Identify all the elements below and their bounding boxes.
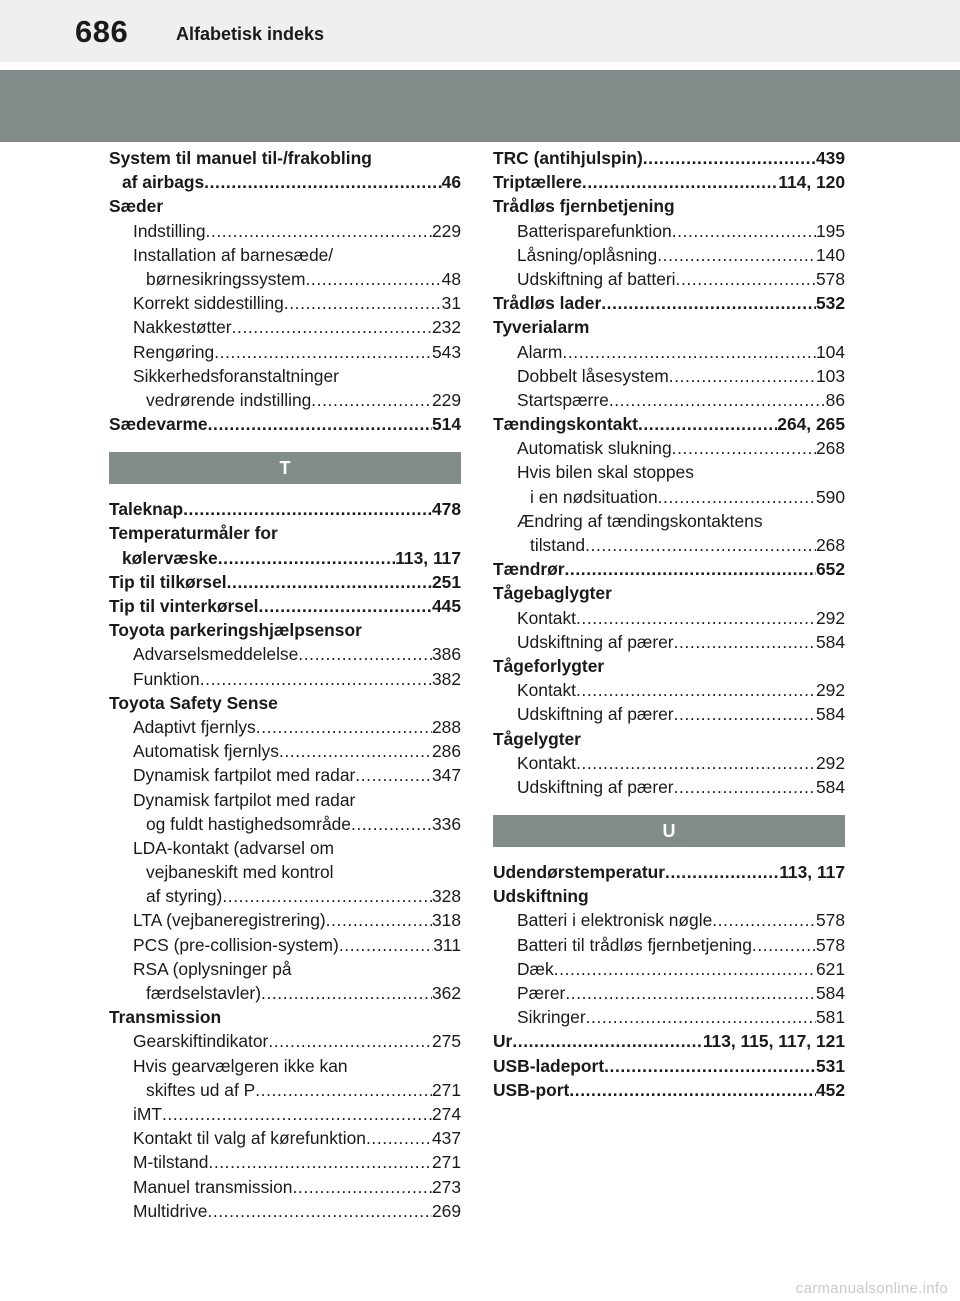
entry-term: Taleknap — [109, 499, 184, 520]
index-entry — [109, 194, 461, 218]
entry-term: Tyverialarm — [493, 317, 590, 338]
index-subentry — [109, 1175, 461, 1199]
index-subentry — [109, 364, 461, 388]
entry-term: Låsning/oplåsning — [517, 244, 658, 265]
leader-dots — [562, 340, 816, 364]
page-reference: 268 — [815, 535, 845, 555]
entry-term: Tågebaglygter — [493, 583, 612, 604]
entry-term: Kontakt — [517, 680, 576, 701]
leader-dots — [305, 267, 441, 291]
page-reference: 113, 117 — [395, 547, 461, 568]
entry-term: Udskiftning af batteri — [517, 268, 676, 289]
page-reference: 439 — [815, 148, 845, 168]
index-entry — [493, 146, 845, 170]
entry-term: Batteri til trådløs fjernbetjening — [517, 934, 752, 955]
leader-dots — [222, 884, 432, 908]
leader-dots — [657, 243, 816, 267]
index-entry — [493, 315, 845, 339]
index-entry — [109, 594, 461, 618]
index-subentry — [493, 533, 845, 557]
index-entry — [109, 497, 461, 521]
entry-term: Dobbelt låsesystem — [517, 365, 669, 386]
index-subentry — [493, 460, 845, 484]
leader-dots — [582, 170, 778, 194]
leader-dots — [712, 908, 816, 932]
entry-term: af airbags — [122, 172, 205, 193]
leader-dots — [669, 364, 816, 388]
index-entry — [493, 654, 845, 678]
entry-term: Temperaturmåler for — [109, 523, 278, 544]
index-subentry — [109, 812, 461, 836]
page-reference: 532 — [815, 293, 845, 314]
index-subentry — [493, 364, 845, 388]
page-reference: 478 — [431, 499, 461, 520]
leader-dots — [227, 570, 432, 594]
leader-dots — [208, 1150, 432, 1174]
index-subentry — [493, 436, 845, 460]
page-reference: 581 — [815, 1007, 845, 1028]
entry-term: RSA (oplysninger på — [133, 958, 292, 979]
entry-term: System til manuel til-/frakobling — [109, 148, 372, 168]
page-reference: 584 — [815, 704, 845, 725]
entry-term: Dynamisk fartpilot med radar — [133, 765, 356, 786]
header-band — [0, 70, 960, 142]
entry-term: Dynamisk fartpilot med radar — [133, 789, 356, 810]
leader-dots — [200, 667, 432, 691]
leader-dots — [218, 546, 396, 570]
page-reference: 386 — [431, 644, 461, 665]
entry-term: Sæder — [109, 196, 164, 217]
entry-term: Funktion — [133, 668, 200, 689]
index-column-right — [493, 146, 845, 1102]
index-entry — [493, 581, 845, 605]
leader-dots — [672, 436, 816, 460]
page-reference: 543 — [431, 341, 461, 362]
leader-dots — [279, 739, 432, 763]
entry-term: kølervæske — [122, 547, 218, 568]
page-reference: 140 — [815, 244, 845, 265]
entry-term: Multidrive — [133, 1200, 208, 1221]
page-reference: 31 — [441, 293, 461, 314]
entry-term: i en nødsituation — [530, 486, 658, 507]
entry-term: Tændrør — [493, 559, 565, 580]
index-subentry — [109, 1054, 461, 1078]
leader-dots — [658, 485, 816, 509]
index-subentry — [109, 884, 461, 908]
leader-dots — [676, 267, 816, 291]
leader-dots — [565, 981, 816, 1005]
leader-dots — [284, 291, 442, 315]
index-subentry — [109, 739, 461, 763]
entry-term: Ur — [493, 1031, 513, 1052]
leader-dots — [258, 594, 432, 618]
letter-heading: T — [109, 452, 461, 484]
index-subentry — [493, 933, 845, 957]
page-reference: 48 — [441, 268, 461, 289]
index-column-left — [109, 146, 461, 1223]
page-reference: 382 — [431, 668, 461, 689]
index-subentry — [109, 981, 461, 1005]
entry-term: Udskiftning af pærer — [517, 631, 674, 652]
index-subentry — [109, 715, 461, 739]
leader-dots — [674, 630, 816, 654]
entry-term: Korrekt siddestilling — [133, 293, 284, 314]
index-subentry — [109, 1102, 461, 1126]
entry-term: Trådløs fjernbetjening — [493, 196, 675, 217]
page-reference: 229 — [431, 220, 461, 241]
entry-term: Tågelygter — [493, 728, 581, 749]
entry-term: Ændring af tændingskontaktens — [517, 510, 763, 531]
page-reference: 362 — [431, 983, 461, 1003]
entry-term: Kontakt — [517, 607, 576, 628]
index-subentry — [493, 1005, 845, 1029]
index-subentry — [493, 775, 845, 799]
index-subentry — [493, 219, 845, 243]
page-reference: 531 — [815, 1055, 845, 1076]
entry-term: Startspærre — [517, 389, 609, 410]
leader-dots — [585, 533, 816, 557]
entry-term: Toyota parkeringshjælpsensor — [109, 620, 362, 641]
entry-term: Hvis gearvælgeren ikke kan — [133, 1055, 348, 1076]
leader-dots — [204, 170, 442, 194]
index-entry — [109, 1005, 461, 1029]
leader-dots — [665, 860, 779, 884]
index-entry — [109, 691, 461, 715]
index-entry — [493, 1078, 845, 1102]
entry-term: Toyota Safety Sense — [109, 692, 278, 713]
entry-term: Sikkerhedsforanstaltninger — [133, 365, 339, 386]
page-reference: 274 — [431, 1103, 461, 1124]
leader-dots — [576, 606, 816, 630]
leader-dots — [208, 412, 432, 436]
page-reference: 271 — [431, 1152, 461, 1173]
index-subentry — [493, 981, 845, 1005]
leader-dots — [339, 933, 433, 957]
page-reference: 347 — [431, 765, 461, 786]
entry-term: Udskiftning af pærer — [517, 776, 674, 797]
leader-dots — [183, 497, 432, 521]
leader-dots — [326, 908, 432, 932]
leader-dots — [643, 146, 816, 170]
page-reference: 232 — [431, 317, 461, 338]
leader-dots — [255, 1078, 432, 1102]
watermark: carmanualsonline.info — [795, 1280, 948, 1297]
leader-dots — [569, 1078, 816, 1102]
leader-dots — [207, 1199, 432, 1223]
page-reference: 584 — [815, 983, 845, 1003]
entry-term: Sædevarme — [109, 414, 208, 435]
index-subentry — [109, 860, 461, 884]
entry-term: USB-port — [493, 1079, 570, 1100]
leader-dots — [261, 981, 432, 1005]
leader-dots — [674, 702, 816, 726]
leader-dots — [298, 642, 432, 666]
leader-dots — [576, 751, 816, 775]
page-reference: 103 — [815, 365, 845, 386]
page-reference: 437 — [431, 1128, 461, 1149]
page-reference: 113, 117 — [779, 862, 845, 883]
entry-term: Batterisparefunktion — [517, 220, 672, 241]
page-reference: 251 — [431, 571, 461, 592]
entry-term: af styring) — [146, 886, 223, 907]
index-subentry — [493, 243, 845, 267]
page-reference: 584 — [815, 776, 845, 797]
index-subentry — [109, 1029, 461, 1053]
page-reference: 652 — [815, 559, 845, 580]
page-reference: 584 — [815, 631, 845, 652]
page-reference: 229 — [431, 389, 461, 410]
page-reference: 195 — [815, 220, 845, 241]
leader-dots — [601, 291, 816, 315]
index-subentry — [493, 485, 845, 509]
page-reference: 318 — [431, 910, 461, 931]
leader-dots — [162, 1102, 432, 1126]
entry-term: LTA (vejbaneregistrering) — [133, 910, 326, 931]
leader-dots — [674, 775, 816, 799]
page-number: 686 — [75, 14, 129, 49]
index-entry — [109, 521, 461, 545]
leader-dots — [366, 1126, 432, 1150]
page-reference: 264, 265 — [777, 414, 845, 435]
index-entry — [109, 546, 461, 570]
index-subentry — [493, 509, 845, 533]
page-reference: 292 — [815, 680, 845, 701]
entry-term: TRC (antihjulspin) — [493, 148, 643, 168]
index-subentry — [493, 340, 845, 364]
entry-term: Dæk — [517, 958, 554, 979]
index-subentry — [109, 836, 461, 860]
leader-dots — [311, 388, 432, 412]
entry-term: Tip til tilkørsel — [109, 571, 227, 592]
page-reference: 578 — [815, 934, 845, 955]
index-entry — [109, 570, 461, 594]
page-reference: 104 — [815, 341, 845, 362]
index-entry — [493, 412, 845, 436]
index-subentry — [109, 1078, 461, 1102]
index-entry — [493, 170, 845, 194]
index-subentry — [493, 751, 845, 775]
leader-dots — [638, 412, 777, 436]
entry-term: Automatisk fjernlys — [133, 741, 279, 762]
page-reference: 452 — [815, 1079, 845, 1100]
page-reference: 311 — [433, 934, 461, 955]
page-reference: 621 — [815, 958, 845, 979]
leader-dots — [206, 219, 432, 243]
leader-dots — [232, 315, 432, 339]
page-reference: 578 — [815, 268, 845, 289]
page-reference: 268 — [815, 438, 845, 459]
entry-term: vejbaneskift med kontrol — [146, 862, 334, 883]
entry-term: og fuldt hastighedsområde — [146, 813, 351, 834]
index-subentry — [109, 243, 461, 267]
entry-term: Sikringer — [517, 1007, 586, 1028]
leader-dots — [672, 219, 816, 243]
page-reference: 292 — [815, 752, 845, 773]
leader-dots — [609, 388, 826, 412]
leader-dots — [565, 557, 816, 581]
index-subentry — [493, 267, 845, 291]
entry-term: Triptællere — [493, 172, 582, 193]
page-reference: 336 — [431, 813, 461, 834]
leader-dots — [554, 957, 816, 981]
index-subentry — [109, 1199, 461, 1223]
index-subentry — [493, 702, 845, 726]
page-reference: 46 — [441, 172, 461, 193]
entry-term: Gearskiftindikator — [133, 1031, 269, 1052]
leader-dots — [351, 812, 432, 836]
index-subentry — [109, 788, 461, 812]
page-reference: 445 — [431, 596, 461, 616]
entry-term: Kontakt til valg af kørefunktion — [133, 1128, 366, 1149]
entry-term: børnesikringssystem — [146, 268, 306, 289]
entry-term: Rengøring — [133, 341, 215, 362]
leader-dots — [268, 1029, 432, 1053]
page-reference: 514 — [431, 414, 461, 435]
page-reference: 273 — [431, 1176, 461, 1197]
index-subentry — [109, 315, 461, 339]
entry-term: Tågeforlygter — [493, 655, 605, 676]
index-subentry — [109, 267, 461, 291]
index-entry — [109, 412, 461, 436]
index-subentry — [493, 630, 845, 654]
page-header — [0, 0, 960, 62]
entry-term: Pærer — [517, 983, 566, 1003]
leader-dots — [355, 763, 432, 787]
index-entry — [109, 170, 461, 194]
entry-term: Tip til vinterkørsel — [109, 596, 259, 616]
index-subentry — [493, 606, 845, 630]
index-subentry — [109, 933, 461, 957]
page-reference: 590 — [815, 486, 845, 507]
page-reference: 328 — [431, 886, 461, 907]
entry-term: Indstilling — [133, 220, 206, 241]
entry-term: Manuel transmission — [133, 1176, 293, 1197]
page-reference: 113, 115, 117, 121 — [702, 1031, 845, 1052]
index-entry — [109, 146, 461, 170]
index-subentry — [109, 957, 461, 981]
page-reference: 286 — [431, 741, 461, 762]
index-subentry — [109, 763, 461, 787]
index-subentry — [493, 957, 845, 981]
page-reference: 292 — [815, 607, 845, 628]
entry-term: PCS (pre-collision-system) — [133, 934, 339, 955]
entry-term: færdselstavler) — [146, 983, 262, 1003]
index-entry — [493, 860, 845, 884]
index-subentry — [109, 219, 461, 243]
entry-term: LDA-kontakt (advarsel om — [133, 837, 335, 858]
entry-term: Alarm — [517, 341, 563, 362]
index-subentry — [109, 388, 461, 412]
index-subentry — [109, 908, 461, 932]
entry-term: Advarselsmeddelelse — [133, 644, 299, 665]
page-reference: 275 — [431, 1031, 461, 1052]
leader-dots — [214, 340, 432, 364]
entry-term: M-tilstand — [133, 1152, 209, 1173]
index-subentry — [109, 340, 461, 364]
index-subentry — [493, 388, 845, 412]
leader-dots — [752, 933, 816, 957]
index-subentry — [109, 291, 461, 315]
entry-term: USB-ladeport — [493, 1055, 605, 1076]
index-entry — [493, 1054, 845, 1078]
entry-term: Tændingskontakt — [493, 414, 638, 435]
entry-term: Nakkestøtter — [133, 317, 232, 338]
index-subentry — [109, 642, 461, 666]
index-entry — [493, 727, 845, 751]
index-subentry — [109, 667, 461, 691]
entry-term: Transmission — [109, 1007, 222, 1028]
page-reference: 269 — [431, 1200, 461, 1221]
page-reference: 114, 120 — [778, 172, 845, 193]
leader-dots — [604, 1054, 816, 1078]
section-title: Alfabetisk indeks — [176, 24, 325, 44]
entry-term: Kontakt — [517, 752, 576, 773]
index-entry — [493, 291, 845, 315]
entry-term: Automatisk slukning — [517, 438, 672, 459]
entry-term: Installation af barnesæde/ — [133, 244, 334, 265]
index-subentry — [493, 678, 845, 702]
leader-dots — [512, 1029, 702, 1053]
leader-dots — [576, 678, 816, 702]
page-reference: 86 — [825, 389, 845, 410]
entry-term: Adaptivt fjernlys — [133, 716, 256, 737]
page-reference: 271 — [431, 1079, 461, 1100]
entry-term: skiftes ud af P — [146, 1079, 256, 1100]
entry-term: Udendørstemperatur — [493, 862, 666, 883]
page-reference: 578 — [815, 910, 845, 931]
entry-term: tilstand — [530, 535, 586, 555]
entry-term: Batteri i elektronisk nøgle — [517, 910, 713, 931]
index-subentry — [493, 908, 845, 932]
leader-dots — [586, 1005, 816, 1029]
entry-term: Udskiftning — [493, 886, 589, 907]
index-entry — [493, 884, 845, 908]
leader-dots — [256, 715, 432, 739]
page-reference: 288 — [431, 716, 461, 737]
index-subentry — [109, 1126, 461, 1150]
index-entry — [493, 557, 845, 581]
index-entry — [493, 194, 845, 218]
entry-term: Hvis bilen skal stoppes — [517, 462, 694, 483]
index-subentry — [109, 1150, 461, 1174]
index-entry — [109, 618, 461, 642]
leader-dots — [292, 1175, 432, 1199]
letter-heading: U — [493, 815, 845, 847]
index-entry — [493, 1029, 845, 1053]
entry-term: vedrørende indstilling — [146, 389, 312, 410]
entry-term: iMT — [133, 1103, 162, 1124]
entry-term: Trådløs lader — [493, 293, 602, 314]
entry-term: Udskiftning af pærer — [517, 704, 674, 725]
